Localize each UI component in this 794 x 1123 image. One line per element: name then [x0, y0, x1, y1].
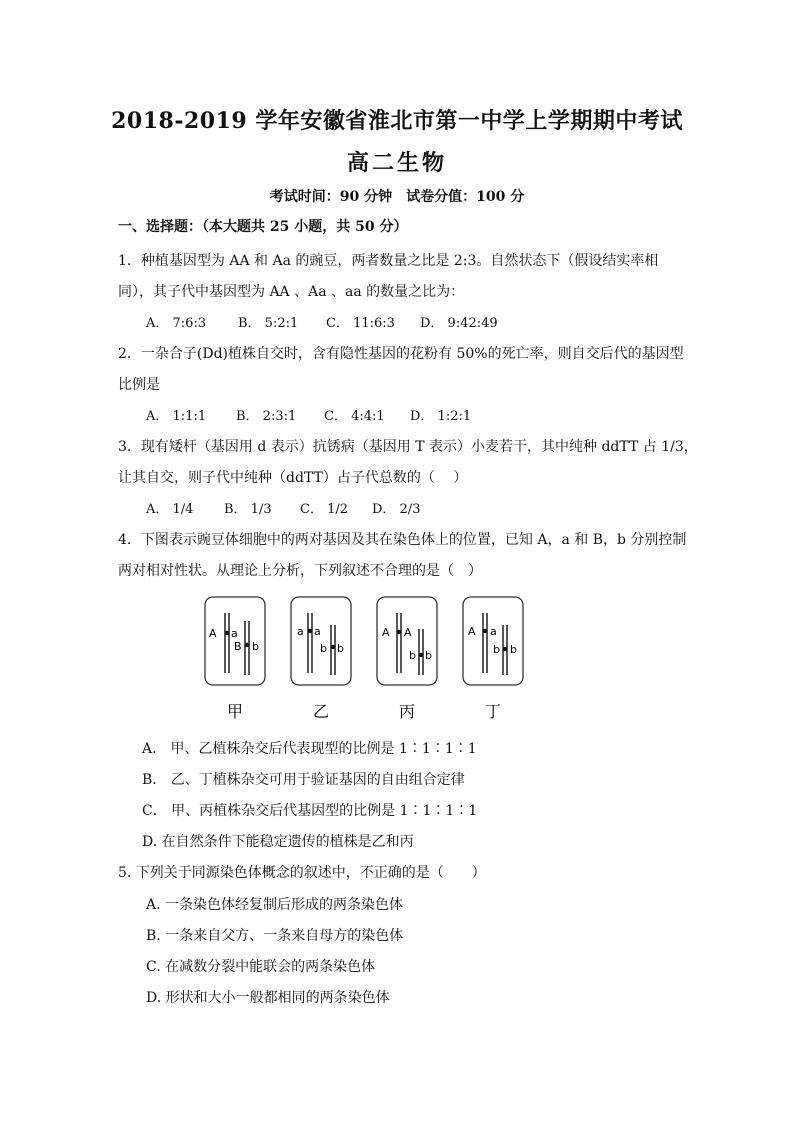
option-c: C． 11:6:3 — [326, 316, 395, 331]
cell-bing — [377, 597, 437, 685]
gene-b: b — [320, 642, 327, 655]
section-heading: 一、选择题：（本大题共 25 小题，共 50 分） — [118, 219, 408, 235]
gene-A: A — [404, 626, 412, 639]
label-bing: 丙 — [398, 702, 416, 721]
question-4-option-c: C． 甲、丙植株杂交后代基因型的比例是 1∶1∶1∶1 — [142, 803, 478, 819]
question-1-line-2: 同），其子代中基因型为 AA 、Aa 、aa 的数量之比为： — [118, 284, 465, 300]
gene-b: b — [337, 642, 344, 655]
question-4-option-b: B． 乙、丁植株杂交可用于验证基因的自由组合定律 — [142, 772, 465, 788]
option-d: D． 2/3 — [372, 502, 421, 517]
option-d: D． 1:2:1 — [410, 409, 472, 424]
option-c: C． 1/2 — [300, 502, 349, 517]
question-5-line-1: 5. 下列关于同源染色体概念的叙述中，不正确的是（ ） — [118, 865, 486, 881]
option-a: A． 1/4 — [146, 502, 194, 517]
option-b: B． 2:3:1 — [236, 409, 297, 424]
question-4-line-2: 两对相对性状。从理论上分析，下列叙述不合理的是（ ） — [118, 563, 482, 579]
question-5-option-a: A. 一条染色体经复制后形成的两条染色体 — [146, 897, 404, 913]
gene-A: A — [468, 625, 476, 638]
option-d: D． 9:42:49 — [420, 316, 498, 331]
label-ding: 丁 — [484, 702, 502, 721]
gene-b: b — [493, 643, 500, 656]
gene-a: a — [297, 625, 304, 638]
question-2-line-1: 2．一杂合子(Dd)植株自交时，含有隐性基因的花粉有 50%的死亡率，则自交后代的基因型 — [118, 346, 684, 362]
exam-subtitle: 高二生物 — [346, 150, 447, 176]
question-1-options — [146, 312, 498, 331]
gene-a: a — [314, 625, 321, 638]
exam-title: 2018-2019 学年安徽省淮北市第一中学上学期期中考试 — [111, 108, 683, 134]
option-a: A． 7:6:3 — [146, 316, 207, 331]
option-c: C． 4:4:1 — [324, 409, 385, 424]
question-3-line-2: 让其自交，则子代中纯种（ddTT）占子代总数的（ ） — [118, 470, 468, 486]
question-3-line-1: 3．现有矮杆（基因用 d 表示）抗锈病（基因用 T 表示）小麦若干，其中纯种 ddTT 占 1/3， — [118, 439, 698, 455]
gene-b: b — [409, 649, 416, 662]
exam-info: 考试时间：90 分钟 试卷分值：100 分 — [269, 189, 525, 205]
cell-ding — [463, 597, 523, 685]
gene-A: A — [382, 626, 390, 639]
label-jia: 甲 — [226, 702, 244, 721]
question-2-line-2: 比例是 — [118, 377, 160, 393]
question-5-option-c: C. 在减数分裂中能联会的两条染色体 — [146, 959, 376, 975]
option-b: B． 5:2:1 — [238, 316, 299, 331]
label-yi: 乙 — [312, 702, 330, 721]
question-4-line-1: 4．下图表示豌豆体细胞中的两对基因及其在染色体上的位置，已知 A，a 和 B，b 分别控制 — [118, 532, 687, 548]
question-3-options — [146, 498, 420, 517]
question-4-option-a: A． 甲、乙植株杂交后代表现型的比例是 1∶1∶1∶1 — [142, 741, 477, 757]
gene-b: b — [510, 643, 517, 656]
gene-a: a — [490, 625, 497, 638]
gene-B: B — [234, 640, 242, 653]
question-4-option-d: D. 在自然条件下能稳定遗传的植株是乙和丙 — [142, 834, 414, 850]
question-5-option-d: D. 形状和大小一般都相同的两条染色体 — [146, 990, 390, 1006]
question-1-line-1: 1．种植基因型为 AA 和 Aa 的豌豆，两者数量之比是 2:3。自然状态下（假设结实率相 — [118, 253, 659, 269]
gene-b: b — [252, 640, 259, 653]
cell-yi — [291, 597, 351, 685]
gene-b: b — [425, 649, 432, 662]
question-2-options — [146, 405, 471, 424]
cell-jia — [205, 597, 265, 685]
question-5-option-b: B. 一条来自父方、一条来自母方的染色体 — [146, 928, 404, 944]
gene-a: a — [231, 627, 238, 640]
option-a: A． 1:1:1 — [146, 409, 207, 424]
option-b: B． 1/3 — [224, 502, 272, 517]
chromosome-diagram — [203, 595, 533, 725]
gene-A: A — [209, 627, 217, 640]
